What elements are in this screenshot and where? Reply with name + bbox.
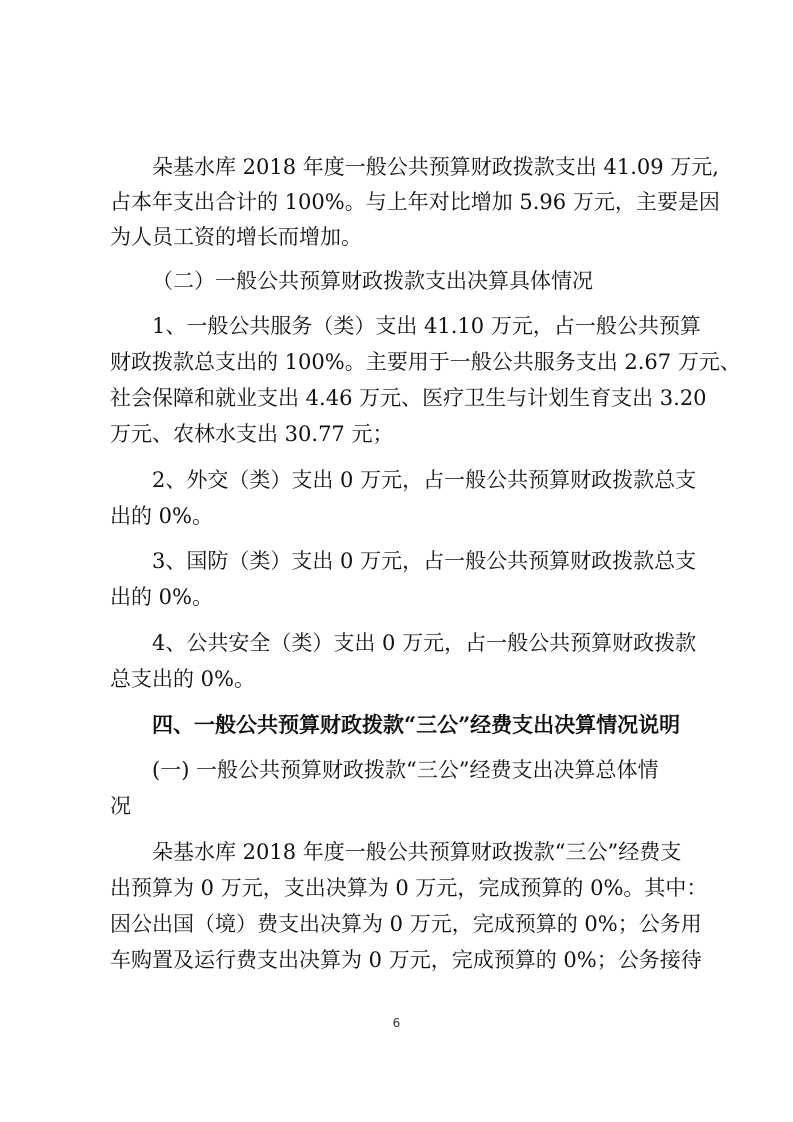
list-item-line: 4、公共安全（类）支出 0 万元，占一般公共预算财政拨款 xyxy=(152,631,697,655)
list-item-line: 3、国防（类）支出 0 万元，占一般公共预算财政拨款总支 xyxy=(152,549,697,573)
paragraph-line: 朵基水库 2018 年度一般公共预算财政拨款支出 41.09 万元, xyxy=(152,155,719,179)
list-item-line: 总支出的 0%。 xyxy=(110,667,255,691)
paragraph-line: 车购置及运行费支出决算为 0 万元，完成预算的 0%；公务接待 xyxy=(110,948,702,972)
list-item-line: 出的 0%。 xyxy=(110,585,213,609)
list-item-line: 出的 0%。 xyxy=(110,504,213,528)
subheading: 况 xyxy=(110,794,131,818)
section-heading: 四、一般公共预算财政拨款“三公”经费支出决算情况说明 xyxy=(152,712,681,737)
paragraph-line: 出预算为 0 万元，支出决算为 0 万元，完成预算的 0%。其中： xyxy=(110,876,708,900)
list-item-line: 财政拨款总支出的 100%。主要用于一般公共服务支出 2.67 万元、 xyxy=(110,350,741,374)
subheading: （二）一般公共预算财政拨款支出决算具体情况 xyxy=(152,269,593,293)
paragraph-line: 朵基水库 2018 年度一般公共预算财政拨款“三公”经费支 xyxy=(152,840,682,864)
subheading: (一) 一般公共预算财政拨款“三公”经费支出决算总体情 xyxy=(152,758,659,782)
list-item-line: 1、一般公共服务（类）支出 41.10 万元，占一般公共预算 xyxy=(152,314,701,338)
list-item-line: 社会保障和就业支出 4.46 万元、医疗卫生与计划生育支出 3.20 xyxy=(110,386,707,410)
paragraph-line: 为人员工资的增长而增加。 xyxy=(110,225,362,249)
paragraph-line: 占本年支出合计的 100%。与上年对比增加 5.96 万元，主要是因 xyxy=(110,190,720,214)
page-number: 6 xyxy=(392,1016,401,1030)
paragraph-line: 因公出国（境）费支出决算为 0 万元，完成预算的 0%；公务用 xyxy=(110,912,702,936)
list-item-line: 2、外交（类）支出 0 万元，占一般公共预算财政拨款总支 xyxy=(152,468,697,492)
list-item-line: 万元、农林水支出 30.77 元； xyxy=(110,422,394,446)
